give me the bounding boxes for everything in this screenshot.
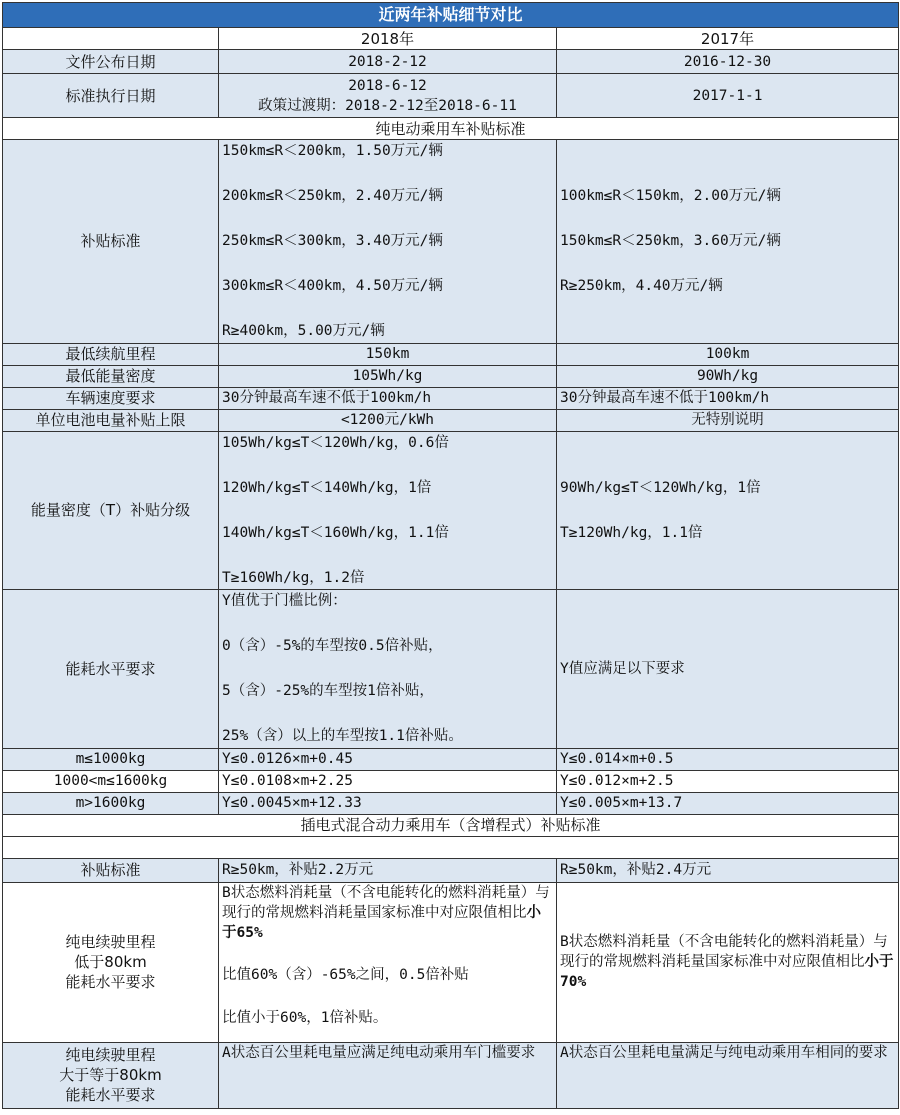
- row-label: m>1600kg: [3, 792, 219, 814]
- list-item: 比值小于60%，1倍补贴。: [222, 1009, 388, 1026]
- table-title: 近两年补贴细节对比: [3, 3, 899, 28]
- table-title-row: [3, 3, 899, 28]
- table-row: [3, 74, 899, 118]
- value-2017: 90Wh/kg: [557, 365, 899, 387]
- list-item: 90Wh/kg≤T＜120Wh/kg，1倍: [560, 479, 761, 496]
- value-2017: 无特别说明: [557, 409, 899, 431]
- threshold-2017: 小于70%: [560, 954, 894, 990]
- fuel-consumption-text-2018: B状态燃料消耗量（不含电能转化的燃料消耗量）与现行的常规燃料消耗量国家标准中对应限值相比小于65%: [222, 884, 550, 941]
- list-item: 5（含）-25%的车型按1倍补贴，: [222, 683, 434, 699]
- row-label: 补贴标准: [3, 858, 219, 882]
- empty-cell: [3, 836, 899, 858]
- table-row: [3, 343, 899, 365]
- list-item: 比值60%（含）-65%之间，0.5倍补贴: [222, 967, 469, 983]
- list-item: 250km≤R＜300km，3.40万元/辆: [222, 233, 443, 249]
- bev-section-title: 纯电动乘用车补贴标准: [3, 118, 899, 140]
- table-row: [3, 140, 899, 344]
- value-2017: A状态百公里耗电量满足与纯电动乘用车相同的要求: [557, 1042, 899, 1108]
- transition-period-2018: 政策过渡期：2018-2-12至2018-6-11: [258, 97, 517, 114]
- value-2018: 105Wh/kg: [219, 365, 557, 387]
- table-row: [3, 792, 899, 814]
- list-item: 150km≤R＜200km，1.50万元/辆: [222, 143, 443, 159]
- list-item: 200km≤R＜250km，2.40万元/辆: [222, 188, 443, 204]
- list-item: Y值优于门槛比例：: [222, 593, 347, 609]
- list-item: T≥160Wh/kg，1.2倍: [222, 569, 365, 586]
- value-2017: 100km: [557, 343, 899, 365]
- row-label: 最低能量密度: [3, 365, 219, 387]
- value-2017: [557, 882, 899, 1042]
- row-label: 单位电池电量补贴上限: [3, 409, 219, 431]
- value-2017: 2017-1-1: [557, 74, 899, 118]
- value-2018: Y≤0.0126×m+0.45: [219, 748, 557, 770]
- row-label: m≤1000kg: [3, 748, 219, 770]
- table-row: [3, 590, 899, 749]
- phev-section-title: 插电式混合动力乘用车（含增程式）补贴标准: [3, 814, 899, 836]
- list-item: 0（含）-5%的车型按0.5倍补贴，: [222, 638, 443, 654]
- table-row: [3, 431, 899, 590]
- value-2017: [557, 431, 899, 590]
- list-item: 150km≤R＜250km，3.60万元/辆: [560, 233, 781, 249]
- list-item: 105Wh/kg≤T＜120Wh/kg，0.6倍: [222, 434, 449, 451]
- value-2017: R≥50km，补贴2.4万元: [557, 858, 899, 882]
- table-row: [3, 409, 899, 431]
- row-label: 最低续航里程: [3, 343, 219, 365]
- threshold-2018: 小于65%: [222, 904, 541, 941]
- row-label: 纯电续驶里程 低于80km 能耗水平要求: [3, 882, 219, 1042]
- row-label: 能耗水平要求: [3, 590, 219, 749]
- value-2018: <1200元/kWh: [219, 409, 557, 431]
- list-item: 120Wh/kg≤T＜140Wh/kg，1倍: [222, 479, 432, 496]
- table-row: [3, 387, 899, 409]
- table-row: [3, 882, 899, 1042]
- fuel-consumption-text-2017: B状态燃料消耗量（不含电能转化的燃料消耗量）与现行的常规燃料消耗量国家标准中对应限值相比小于70%: [560, 934, 894, 990]
- header-2018: 2018年: [219, 28, 557, 50]
- value-2017: Y≤0.014×m+0.5: [557, 748, 899, 770]
- row-label: 补贴标准: [3, 140, 219, 344]
- table-row: [3, 748, 899, 770]
- row-label: 1000<m≤1600kg: [3, 770, 219, 792]
- value-2018: [219, 590, 557, 749]
- value-2018: A状态百公里耗电量应满足纯电动乘用车门槛要求: [219, 1042, 557, 1108]
- list-item: T≥120Wh/kg，1.1倍: [560, 524, 703, 541]
- value-2018: [219, 74, 557, 118]
- row-label: 标准执行日期: [3, 74, 219, 118]
- header-2017: 2017年: [557, 28, 899, 50]
- list-item: 300km≤R＜400km，4.50万元/辆: [222, 278, 443, 294]
- value-2018: [219, 140, 557, 344]
- list-item: R≥400km，5.00万元/辆: [222, 323, 385, 339]
- empty-row: [3, 836, 899, 858]
- header-empty-cell: [3, 28, 219, 50]
- section-header-row: [3, 814, 899, 836]
- table-row: [3, 1042, 899, 1108]
- row-label: 车辆速度要求: [3, 387, 219, 409]
- value-2017: Y值应满足以下要求: [557, 590, 899, 749]
- row-label: 纯电续驶里程 大于等于80km 能耗水平要求: [3, 1042, 219, 1108]
- value-2017: Y≤0.005×m+13.7: [557, 792, 899, 814]
- value-2017: [557, 140, 899, 344]
- subsidy-comparison-table: [2, 2, 899, 1109]
- exec-date-2018: 2018-6-12: [348, 77, 427, 94]
- list-item: R≥250km，4.40万元/辆: [560, 278, 723, 294]
- value-2018: Y≤0.0108×m+2.25: [219, 770, 557, 792]
- year-header-row: [3, 28, 899, 50]
- value-2018: [219, 431, 557, 590]
- value-2017: 30分钟最高车速不低于100km/h: [557, 387, 899, 409]
- value-2018: 2018-2-12: [219, 50, 557, 74]
- value-2018: R≥50km，补贴2.2万元: [219, 858, 557, 882]
- section-header-row: [3, 118, 899, 140]
- value-2018: Y≤0.0045×m+12.33: [219, 792, 557, 814]
- table-row: [3, 770, 899, 792]
- value-2017: Y≤0.012×m+2.5: [557, 770, 899, 792]
- row-label: 文件公布日期: [3, 50, 219, 74]
- list-item: 100km≤R＜150km，2.00万元/辆: [560, 188, 781, 204]
- list-item: 140Wh/kg≤T＜160Wh/kg，1.1倍: [222, 524, 449, 541]
- row-label: 能量密度（T）补贴分级: [3, 431, 219, 590]
- table-row: [3, 50, 899, 74]
- table-row: [3, 858, 899, 882]
- value-2017: 2016-12-30: [557, 50, 899, 74]
- value-2018: 150km: [219, 343, 557, 365]
- list-item: 25%（含）以上的车型按1.1倍补贴。: [222, 728, 463, 744]
- table-row: [3, 365, 899, 387]
- value-2018: [219, 882, 557, 1042]
- value-2018: 30分钟最高车速不低于100km/h: [219, 387, 557, 409]
